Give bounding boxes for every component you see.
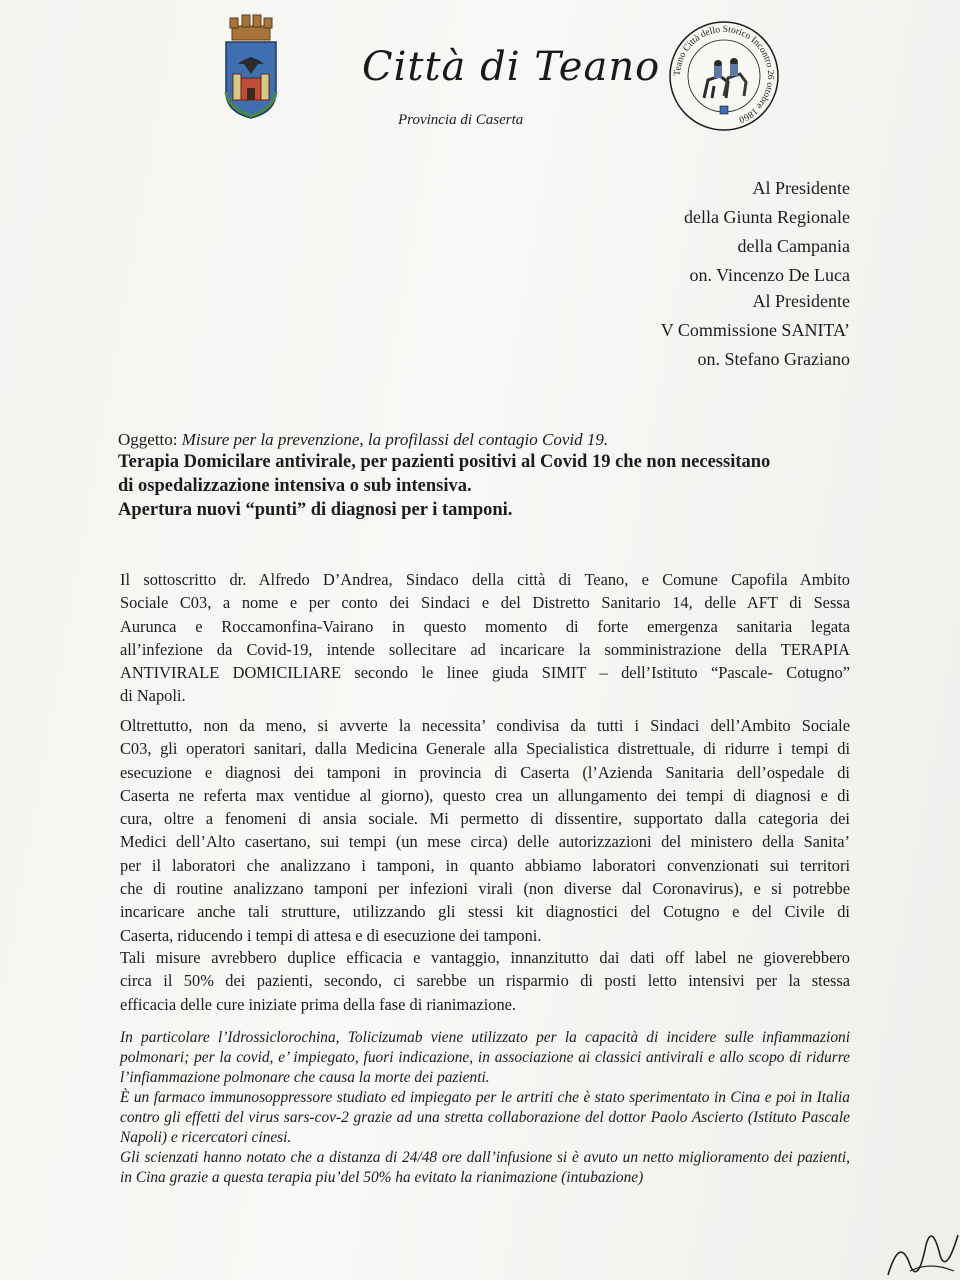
paragraph-line: incaricare anche tali strutture, utilizzando gli stessi kit diagnostici del Cotugno e del Civile di bbox=[120, 902, 850, 922]
historic-seal-icon bbox=[668, 20, 780, 132]
body-paragraph-2 bbox=[120, 714, 850, 947]
body-paragraph-4-italic bbox=[120, 1028, 850, 1188]
paragraph-line: Tali misure avrebbero duplice efficacia e vantaggio, innanzitutto dai dati off label ne gioverebbero bbox=[120, 948, 850, 967]
paragraph-line: cura, oltre a fenomeni di ansia sociale. Mi permetto di dissentire, supportato dalla categoria dei bbox=[120, 809, 850, 829]
subject-text: Misure per la prevenzione, la profilassi del contagio Covid 19. bbox=[181, 430, 609, 449]
paragraph-line: Medici dell’Alto casertano, sui tempi (un mese circa) delle autorizzazioni del ministero della Sanita’ bbox=[120, 832, 850, 852]
paragraph-line: C03, gli operatori sanitari, dalla Medicina Generale alla Specialistica distrettuale, di ridurre i tempi di bbox=[120, 739, 850, 759]
paragraph-line: l’infiammazione polmonare che causa la morte dei pazienti. bbox=[120, 1069, 490, 1086]
addressee-block-regional-president bbox=[684, 174, 850, 290]
paragraph-line: Napoli) e ricercatori cinesi. bbox=[120, 1129, 292, 1146]
subject-label: Oggetto: bbox=[118, 430, 182, 449]
paragraph-line: ANTIVIRALE DOMICILIARE secondo le linee giuda SIMIT – dell’Istituto “Pascale- Cotugno” bbox=[120, 663, 850, 683]
paragraph-line: Aurunca e Roccamonfina-Vairano in questo momento di forte emergenza sanitaria legata bbox=[120, 616, 850, 636]
paragraph-line: Il sottoscritto dr. Alfredo D’Andrea, Sindaco della città di Teano, e Comune Capofila Ambito bbox=[120, 570, 850, 589]
addressee-line: V Commissione SANITA’ bbox=[660, 320, 850, 340]
addressee-line: Al Presidente bbox=[752, 291, 850, 311]
addressee-line: della Giunta Regionale bbox=[684, 207, 850, 227]
paragraph-line: in Cina grazie a questa terapia piu’del 50% ha evitato la rianimazione (intubazione) bbox=[120, 1169, 644, 1186]
body-paragraph-1 bbox=[120, 568, 850, 708]
paragraph-line: all’infezione da Covid-19, intende sollecitare ad incaricare la somministrazione della TERAPIA bbox=[120, 639, 850, 659]
body-paragraph-3 bbox=[120, 946, 850, 1016]
paragraph-line: contro gli effetti del virus sars-cov-2 grazie ad una stretta collaborazione del dottor Paolo Ascierto (Istituto Pascale bbox=[120, 1109, 850, 1126]
paragraph-line: In particolare l’Idrossiclorochina, Tolicizumab viene utilizzato per la capacità di incidere sulle infiammazioni bbox=[120, 1029, 850, 1046]
paragraph-line: per il laboratori che analizzano i tamponi, in quanto abbiamo laboratori convenzionati sui territori bbox=[120, 855, 850, 875]
addressee-line: on. Stefano Graziano bbox=[697, 349, 850, 369]
province-subtitle: Provincia di Caserta bbox=[398, 112, 524, 128]
signature-mark-icon bbox=[880, 1205, 960, 1280]
paragraph-line: Sociale C03, a nome e per conto dei Sindaci e del Distretto Sanitario 14, delle AFT di Sessa bbox=[120, 593, 850, 613]
paragraph-line: di Napoli. bbox=[120, 686, 186, 706]
paragraph-line: circa il 50% dei pazienti, secondo, ci sarebbe un risparmio di posti letto intensivi per la stessa bbox=[120, 971, 850, 991]
subject-line bbox=[118, 430, 858, 450]
city-crest-icon bbox=[218, 12, 284, 120]
paragraph-line: Caserta ne referta max ventidue al giorno), questo crea un allungamento dei tempi di diagnosi e di bbox=[120, 785, 850, 805]
paragraph-line: Oltrettutto, non da meno, si avverte la necessita’ condivisa da tutti i Sindaci dell’Ambito Sociale bbox=[120, 716, 850, 735]
subject-bold-line: Apertura nuovi “punti” di diagnosi per i tamponi. bbox=[118, 500, 513, 520]
paragraph-line: È un farmaco immunosoppressore studiato ed impiegato per le artriti che è stato sperimentato in Cina e poi in Italia bbox=[120, 1089, 850, 1106]
paragraph-line: Caserta, riducendo i tempi di attesa e di esecuzione dei tamponi. bbox=[120, 925, 542, 945]
addressee-block-health-commission bbox=[661, 287, 850, 374]
seal-text: Teano Città dello Storico Incontro 26 ottobre 1860 bbox=[672, 24, 776, 125]
subject-bold-line: Terapia Domicilare antivirale, per pazienti positivi al Covid 19 che non necessitano bbox=[118, 452, 771, 472]
paragraph-line: che di routine analizzano tamponi per infezioni virali (non diverse dal Coronavirus), e si potrebbe bbox=[120, 879, 850, 899]
paragraph-line: efficacia delle cure iniziate prima della fase di rianimazione. bbox=[120, 994, 517, 1014]
addressee-line: della Campania bbox=[737, 236, 850, 256]
city-title: Città di Teano bbox=[362, 44, 661, 90]
paragraph-line: Gli scienzati hanno notato che a distanza di 24/48 ore dall’infusione si è avuto un netto miglioramento dei pazienti, bbox=[120, 1149, 850, 1166]
paragraph-line: esecuzione e diagnosi dei tamponi in provincia di Caserta (l’Azienda Sanitaria dell’ospedale di bbox=[120, 762, 850, 782]
addressee-line: on. Vincenzo De Luca bbox=[689, 265, 850, 285]
subject-bold-line: di ospedalizzazione intensiva o sub intensiva. bbox=[118, 476, 472, 496]
addressee-line: Al Presidente bbox=[752, 178, 850, 198]
paragraph-line: polmonari; per la covid, e’ impiegato, fuori indicazione, in associazione ai classici antivirali e allo scopo di ridurre bbox=[120, 1049, 850, 1066]
subject-block bbox=[118, 430, 858, 522]
